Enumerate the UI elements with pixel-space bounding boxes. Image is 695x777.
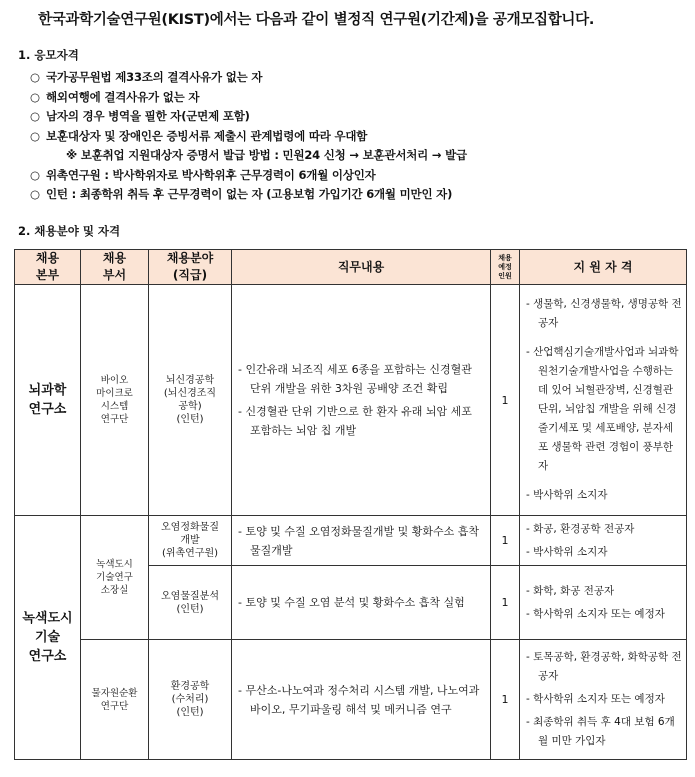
qual-cell — [520, 640, 687, 760]
veterans-note: ※ 보훈취업 지원대상자 증명서 발급 방법 : 민원24 신청 → 보훈관서처리 → 발급 — [66, 148, 467, 162]
circle-bullet-icon: ○ — [30, 109, 40, 123]
qual-item: - 학사학위 소지자 또는 예정자 — [526, 607, 665, 620]
header-count: 채용 예정 인원 — [491, 250, 520, 285]
circle-bullet-icon: ○ — [30, 187, 40, 201]
field-cell: 오염물질분석 (인턴) — [149, 566, 232, 640]
dept-cell: 녹색도시 기술연구 소장실 — [81, 516, 149, 640]
duty-cell — [232, 516, 491, 566]
list-item: ○ 국가공무원법 제33조의 결격사유가 없는 자 — [30, 68, 690, 88]
duty-cell — [232, 566, 491, 640]
list-item: ○ 보훈대상자 및 장애인은 증빙서류 제출시 관계법령에 따라 우대함 — [30, 127, 690, 147]
count-cell: 1 — [491, 566, 520, 640]
qual-item: - 최종학위 취득 후 4대 보험 6개월 미만 가입자 — [526, 716, 675, 747]
recruitment-table — [14, 249, 687, 760]
field-cell: 환경공학 (수처리) (인턴) — [149, 640, 232, 760]
header-field: 채용분야 (직급) — [149, 250, 232, 285]
circle-bullet-icon: ○ — [30, 167, 40, 182]
page-title: 한국과학기술연구원(KIST)에서는 다음과 같이 별정직 연구원(기간제)을 공개모집합니다. — [38, 12, 595, 28]
count-cell: 1 — [491, 516, 520, 566]
count-cell: 1 — [491, 640, 520, 760]
circle-bullet-icon: ○ — [30, 128, 40, 143]
duty-item: - 무산소-나노여과 정수처리 시스템 개발, 나노여과 바이오, 무기파울링 해석 및 메커니즘 연구 — [238, 683, 480, 716]
field-cell: 오염정화물질 개발 (위촉연구원) — [149, 516, 232, 566]
duty-cell — [232, 640, 491, 760]
header-qual: 지 원 자 격 — [520, 250, 687, 285]
dept-cell: 물자원순환 연구단 — [81, 640, 149, 760]
header-duty: 직무내용 — [232, 250, 491, 285]
qual-item: - 화학, 화공 전공자 — [526, 584, 615, 597]
dept-cell: 바이오 마이크로 시스템 연구단 — [81, 285, 149, 516]
section-1-heading: 1. 응모자격 — [18, 48, 79, 62]
qual-cell — [520, 566, 687, 640]
table-row — [15, 640, 687, 760]
list-item: ○ 인턴 : 최종학위 취득 후 근무경력이 없는 자 (고용보험 가입기간 6개월 미만인 자) — [30, 185, 690, 205]
qual-item: - 생물학, 신경생물학, 생명공학 전공자 — [526, 298, 682, 329]
unit-cell: 뇌과학 연구소 — [15, 285, 81, 516]
duty-item: - 인간유래 뇌조직 세포 6종을 포함하는 신경혈관 단위 개발을 위한 3차원 공배양 조건 확립 — [238, 363, 472, 395]
list-item: ○ 남자의 경우 병역을 필한 자(군면제 포함) — [30, 107, 690, 127]
field-cell: 뇌신경공학 (뇌신경조직 공학) (인턴) — [149, 285, 232, 516]
duty-cell — [232, 285, 491, 516]
qual-item: - 산업핵심기술개발사업과 뇌과학원천기술개발사업을 수행하는 데 있어 뇌혈관장벽, 신경혈관 단위, 뇌암칩 개발을 위해 신경줄기세포 및 세포배양, 분자세포 생물학 관련 경험이 풍부한 자 — [526, 346, 679, 472]
qual-item: - 학사학위 소지자 또는 예정자 — [526, 693, 665, 705]
eligibility-list — [30, 68, 690, 205]
section-2-heading: 2. 채용분야 및 자격 — [18, 224, 121, 238]
duty-item: - 토양 및 수질 오염 분석 및 황화수소 흡착 실험 — [238, 596, 465, 609]
duty-item: - 신경혈관 단위 기반으로 한 환자 유래 뇌암 세포 포함하는 뇌암 칩 개발 — [238, 405, 472, 437]
header-dept: 채용 부서 — [81, 250, 149, 285]
duty-item: - 토양 및 수질 오염정화물질개발 및 황화수소 흡착물질개발 — [238, 524, 479, 557]
qual-item: - 박사학위 소지자 — [526, 489, 608, 501]
list-item: ○ 위촉연구원 : 박사학위자로 박사학위후 근무경력이 6개월 이상인자 — [30, 166, 690, 186]
circle-bullet-icon: ○ — [30, 70, 40, 84]
list-item: ○ 해외여행에 결격사유가 없는 자 — [30, 88, 690, 108]
circle-bullet-icon: ○ — [30, 89, 40, 104]
qual-item: - 박사학위 소지자 — [526, 545, 608, 558]
qual-item: - 토목공학, 환경공학, 화학공학 전공자 — [526, 651, 682, 682]
unit-cell: 녹색도시 기술 연구소 — [15, 516, 81, 760]
count-cell: 1 — [491, 285, 520, 516]
table-header-row — [15, 250, 687, 285]
table-row — [15, 285, 687, 516]
header-unit: 채용 본부 — [15, 250, 81, 285]
qual-item: - 화공, 환경공학 전공자 — [526, 522, 635, 535]
qual-cell — [520, 516, 687, 566]
qual-cell — [520, 285, 687, 516]
table-row — [15, 516, 687, 566]
